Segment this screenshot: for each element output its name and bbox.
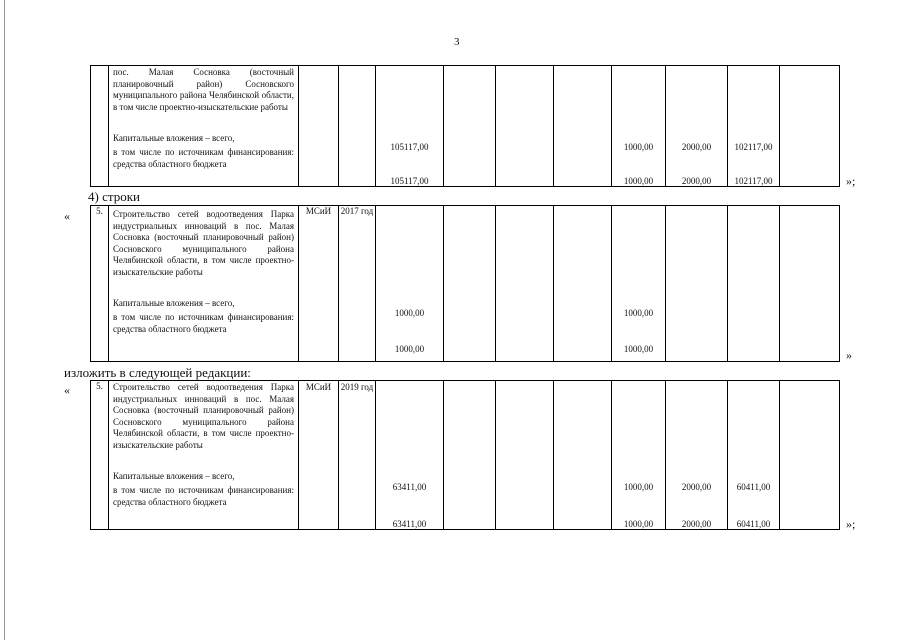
regional-value: 63411,00 (392, 519, 427, 529)
cell-year-a (612, 381, 666, 530)
description-text: Строительство сетей водоотведения Парка индустриальных инноваций в пос. Малая Сосновка (восточный планировочный район) Сосновского муниципального района Челябинской области, в том числе проектно-изыскательские работы (113, 382, 294, 450)
heading-edit: изложить в следующей редакции: (64, 365, 251, 380)
regional-value: 105117,00 (390, 176, 429, 186)
cell-year-c (728, 66, 780, 187)
opening-quote: « (64, 209, 70, 223)
opening-quote: « (64, 383, 70, 397)
cell-year-a (612, 66, 666, 187)
cell-year-b (666, 66, 728, 187)
regional-value: 1000,00 (623, 176, 654, 186)
regional-value: 1000,00 (623, 344, 654, 354)
closing-quote: »; (846, 174, 856, 188)
total-value: 60411,00 (736, 482, 771, 492)
cell-description (109, 206, 299, 362)
closing-quote: » (846, 348, 852, 362)
ministry: МСиИ (299, 206, 339, 362)
total-value: 63411,00 (392, 482, 427, 492)
cell-total (376, 66, 444, 187)
by-sources-label: в том числе по источникам финансирования: (113, 484, 294, 495)
total-value: 1000,00 (623, 142, 654, 152)
row-number: 5. (91, 381, 109, 530)
description-text: пос. Малая Сосновка (восточный планировочный район) Сосновского муниципального района Челябинской области, в том числе проектно-изыскательские работы (113, 67, 294, 112)
table-continuation (90, 65, 840, 187)
total-value: 1000,00 (623, 308, 654, 318)
closing-quote: »; (846, 517, 856, 531)
cell-year-b (666, 381, 728, 530)
regional-budget-label: средства областного бюджета (113, 324, 227, 334)
total-value: 2000,00 (681, 142, 712, 152)
regional-value: 1000,00 (394, 344, 425, 354)
ministry: МСиИ (299, 381, 339, 530)
year: 2017 год (339, 206, 376, 362)
table-old-row (90, 205, 840, 362)
cell-year-c (728, 381, 780, 530)
total-value: 1000,00 (623, 482, 654, 492)
description-text: Строительство сетей водоотведения Парка индустриальных инноваций в пос. Малая Сосновка (восточный планировочный район) Сосновского муниципального района Челябинской области, в том числе проектно-изыскательские работы (113, 209, 294, 277)
cell-num (91, 66, 109, 187)
cell-description (109, 66, 299, 187)
cell-total (376, 381, 444, 530)
by-sources-label: в том числе по источникам финансирования: (113, 146, 294, 157)
regional-budget-label: средства областного бюджета (113, 497, 227, 507)
page-left-edge (4, 0, 5, 640)
table-new-row (90, 380, 840, 530)
regional-value: 2000,00 (681, 519, 712, 529)
regional-value: 60411,00 (736, 519, 771, 529)
cell-description (109, 381, 299, 530)
capital-investment-label: Капитальные вложения – всего, (113, 298, 235, 308)
capital-investment-label: Капитальные вложения – всего, (113, 471, 235, 481)
heading-rows: 4) строки (88, 189, 140, 204)
total-value: 2000,00 (681, 482, 712, 492)
page-number: 3 (454, 36, 460, 48)
year: 2019 год (339, 381, 376, 530)
cell-year-a (612, 206, 666, 362)
total-value: 105117,00 (390, 142, 429, 152)
row-number: 5. (91, 206, 109, 362)
regional-value: 2000,00 (681, 176, 712, 186)
by-sources-label: в том числе по источникам финансирования: (113, 311, 294, 322)
total-value: 1000,00 (394, 308, 425, 318)
capital-investment-label: Капитальные вложения – всего, (113, 133, 235, 143)
cell-total (376, 206, 444, 362)
regional-budget-label: средства областного бюджета (113, 159, 227, 169)
regional-value: 1000,00 (623, 519, 654, 529)
total-value: 102117,00 (734, 142, 773, 152)
regional-value: 102117,00 (734, 176, 773, 186)
